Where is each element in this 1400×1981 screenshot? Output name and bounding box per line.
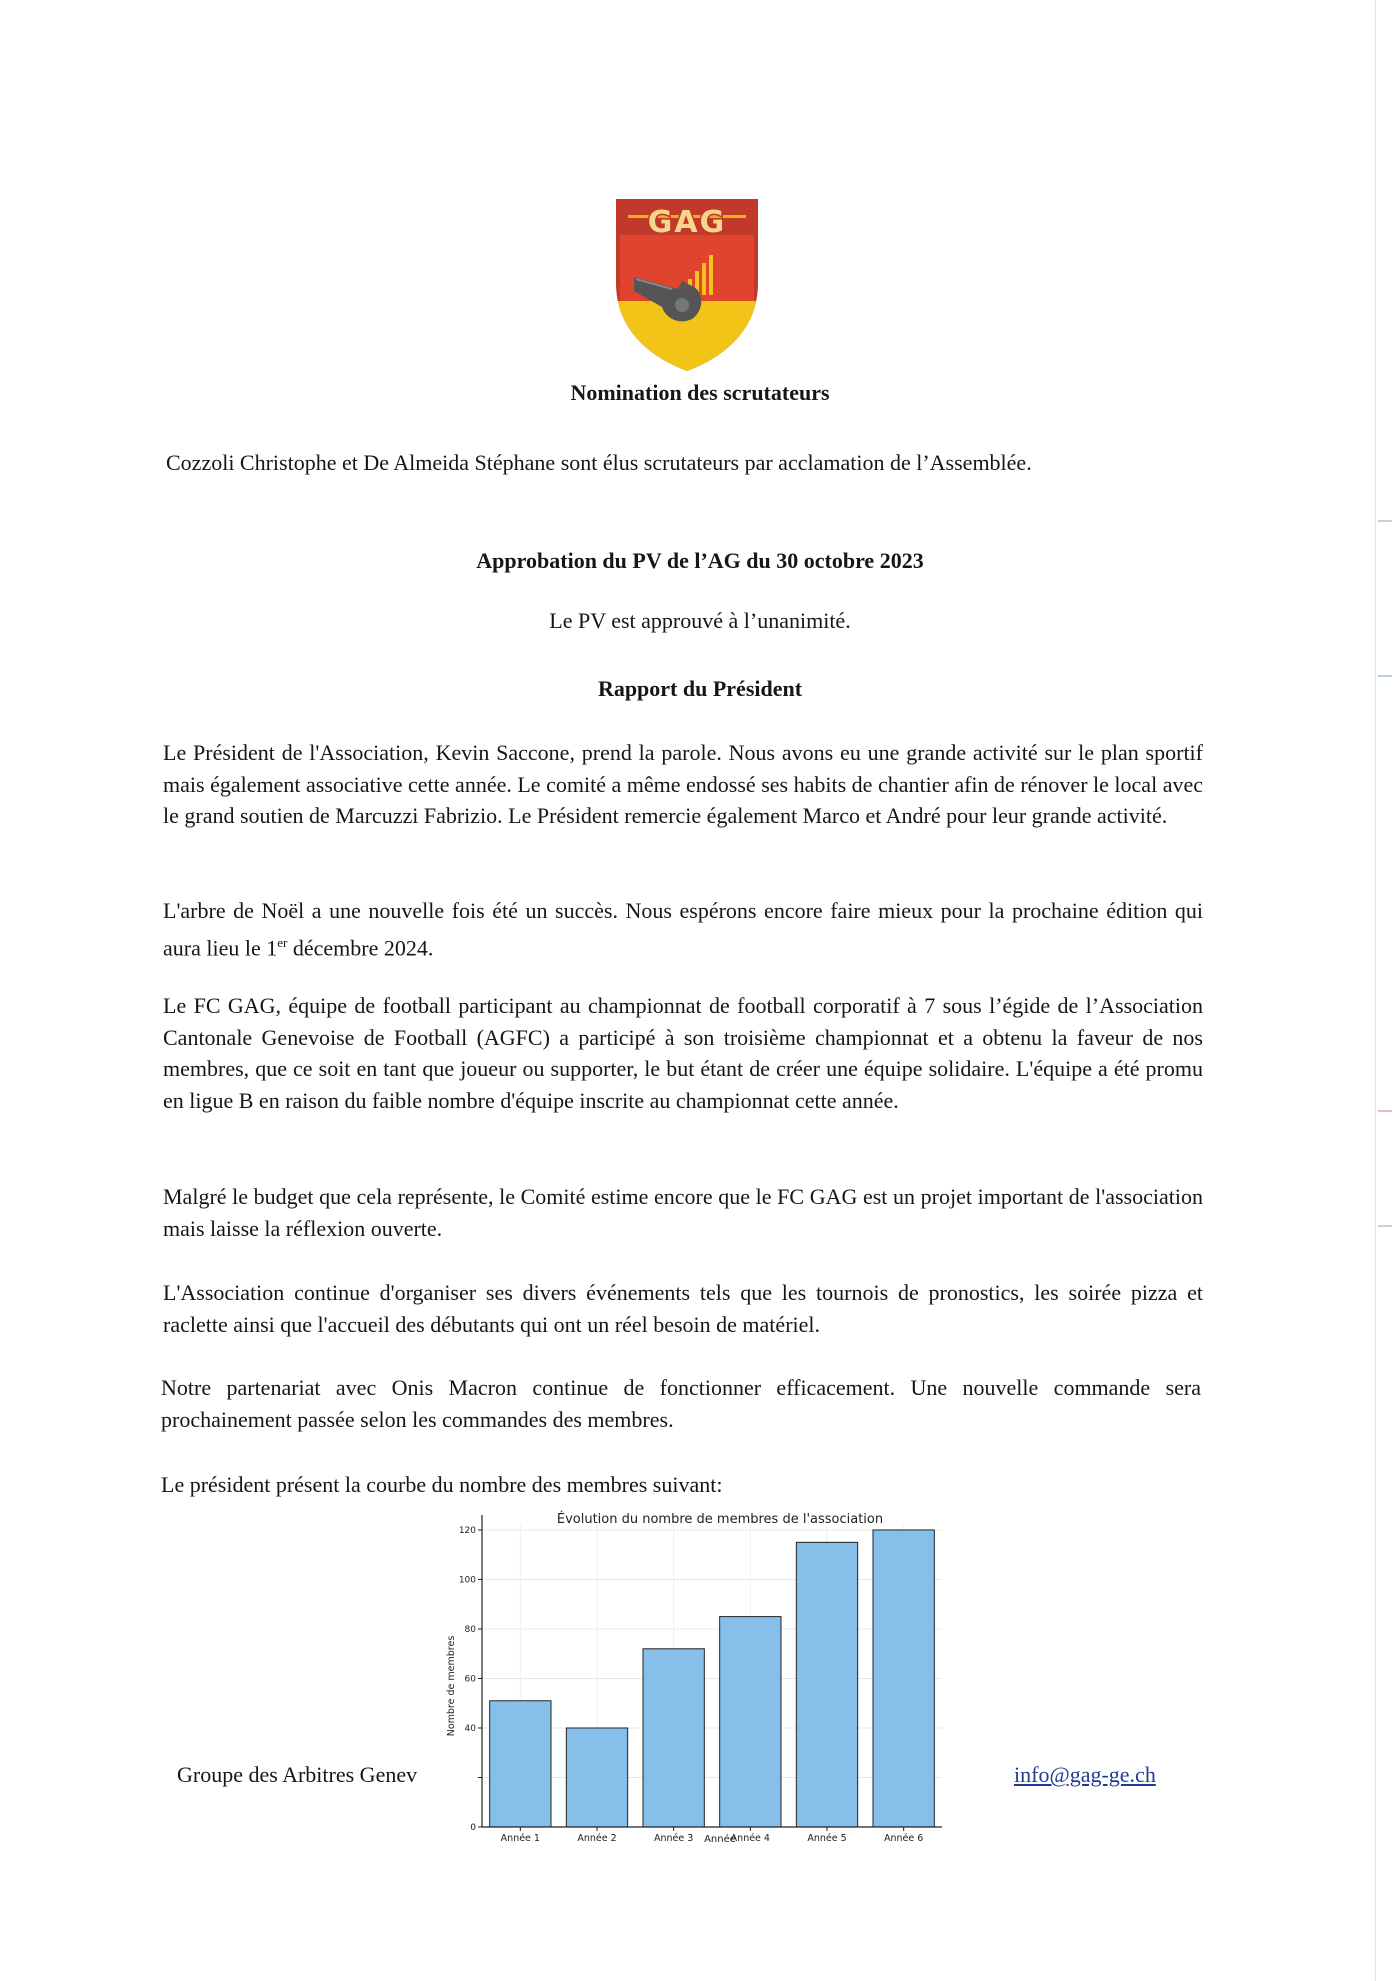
rapport-paragraph-3: Le FC GAG, équipe de football participant au championnat de football corporatif à 7 sous l’égide de l’Association Cantonale Genevoise de Football (AGFC) a participé à son troisième championnat et a obtenu la faveur de nos membres, que ce soit en tant que joueur ou supporter, le but étant de créer une équipe solidaire. L'équipe a été promu en ligue B en raison du faible nombre d'équipe inscrite au championnat cette année. [163, 993, 1203, 1113]
chart-y-tick-label: 0 [470, 1823, 476, 1833]
rapport-paragraph-1: Le Président de l'Association, Kevin Saccone, prend la parole. Nous avons eu une grande activité sur le plan sportif mais également associative cette année. Le comité a même endossé ses habits de chantier afin de rénover le local avec le grand soutien de Marcuzzi Fabrizio. Le Président remercie également Marco et André pour leur grande activité. [163, 740, 1203, 828]
chart-y-tick-label: 40 [464, 1723, 476, 1734]
section-title-rapport: Rapport du Président [597, 676, 803, 701]
chart-x-tick-label: Année 1 [500, 1833, 540, 1844]
rapport-paragraph-2 [163, 895, 1203, 963]
scan-edge-line [1375, 0, 1376, 1981]
chart-x-axis-label: Année [704, 1834, 736, 1845]
scan-edge-mark [1378, 1110, 1392, 1112]
scrutateurs-text: Cozzoli Christophe et De Almeida Stéphane sont élus scrutateurs par acclamation de l’Assemblée. [166, 450, 1032, 475]
chart-bar [873, 1530, 934, 1827]
svg-text:GAG: GAG [647, 205, 727, 240]
chart-y-tick-label: 80 [464, 1624, 476, 1635]
footer-scan-gap [418, 1750, 478, 1796]
chart-y-axis-label: Nombre de membres [446, 1635, 457, 1737]
chart-title: Évolution du nombre de membres de l'association [556, 1512, 884, 1527]
scan-edge-mark [1378, 520, 1392, 522]
chart-x-tick-label: Année 3 [654, 1833, 694, 1844]
rapport-paragraph-4: Malgré le budget que cela représente, le Comité estime encore que le FC GAG est un projet important de l'association mais laisse la réflexion ouverte. [163, 1184, 1203, 1241]
rapport-paragraph-6: Notre partenariat avec Onis Macron continue de fonctionner efficacement. Une nouvelle commande sera prochainement passée selon les commandes des membres. [161, 1375, 1201, 1432]
chart-x-tick-label: Année 4 [730, 1833, 770, 1844]
chart-bar [643, 1649, 704, 1827]
chart-x-tick-label: Année 2 [577, 1833, 617, 1844]
chart-y-tick-label: 100 [458, 1575, 476, 1586]
rapport-paragraph-5: L'Association continue d'organiser ses divers événements tels que les tournois de pronostics, les soirée pizza et raclette ainsi que l'accueil des débutants qui ont un réel besoin de matériel. [163, 1280, 1203, 1337]
members-bar-chart [430, 1505, 970, 1847]
pv-text: Le PV est approuvé à l’unanimité. [549, 608, 851, 633]
chart-x-tick-label: Année 5 [807, 1833, 847, 1844]
ordinal-superscript: er [277, 934, 288, 950]
chart-x-tick-label: Année 6 [884, 1833, 924, 1844]
gag-shield-logo [612, 195, 762, 375]
chart-bar [490, 1701, 551, 1827]
rapport-paragraph-7: Le président présent la courbe du nombre des membres suivant: [161, 1472, 723, 1497]
rapport-paragraph-2-part: L'arbre de Noël a une nouvelle fois été un succès. Nous espérons encore faire mieux pour la prochaine édition qui aura lieu le 1 [163, 898, 1203, 960]
footer-organization: Groupe des Arbitres Genev [177, 1762, 418, 1787]
scan-edge-mark [1378, 1225, 1392, 1227]
footer-email-link[interactable]: info@gag-ge.ch [1014, 1762, 1156, 1787]
chart-y-tick-label: 60 [464, 1674, 476, 1685]
chart-bar [796, 1542, 857, 1827]
chart-bar [720, 1617, 781, 1827]
chart-bar [566, 1728, 627, 1827]
section-title-pv: Approbation du PV de l’AG du 30 octobre 2023 [476, 548, 924, 573]
chart-y-tick-label: 120 [458, 1525, 476, 1536]
section-title-scrutateurs: Nomination des scrutateurs [570, 380, 830, 405]
rapport-paragraph-2-part: décembre 2024. [287, 934, 434, 960]
